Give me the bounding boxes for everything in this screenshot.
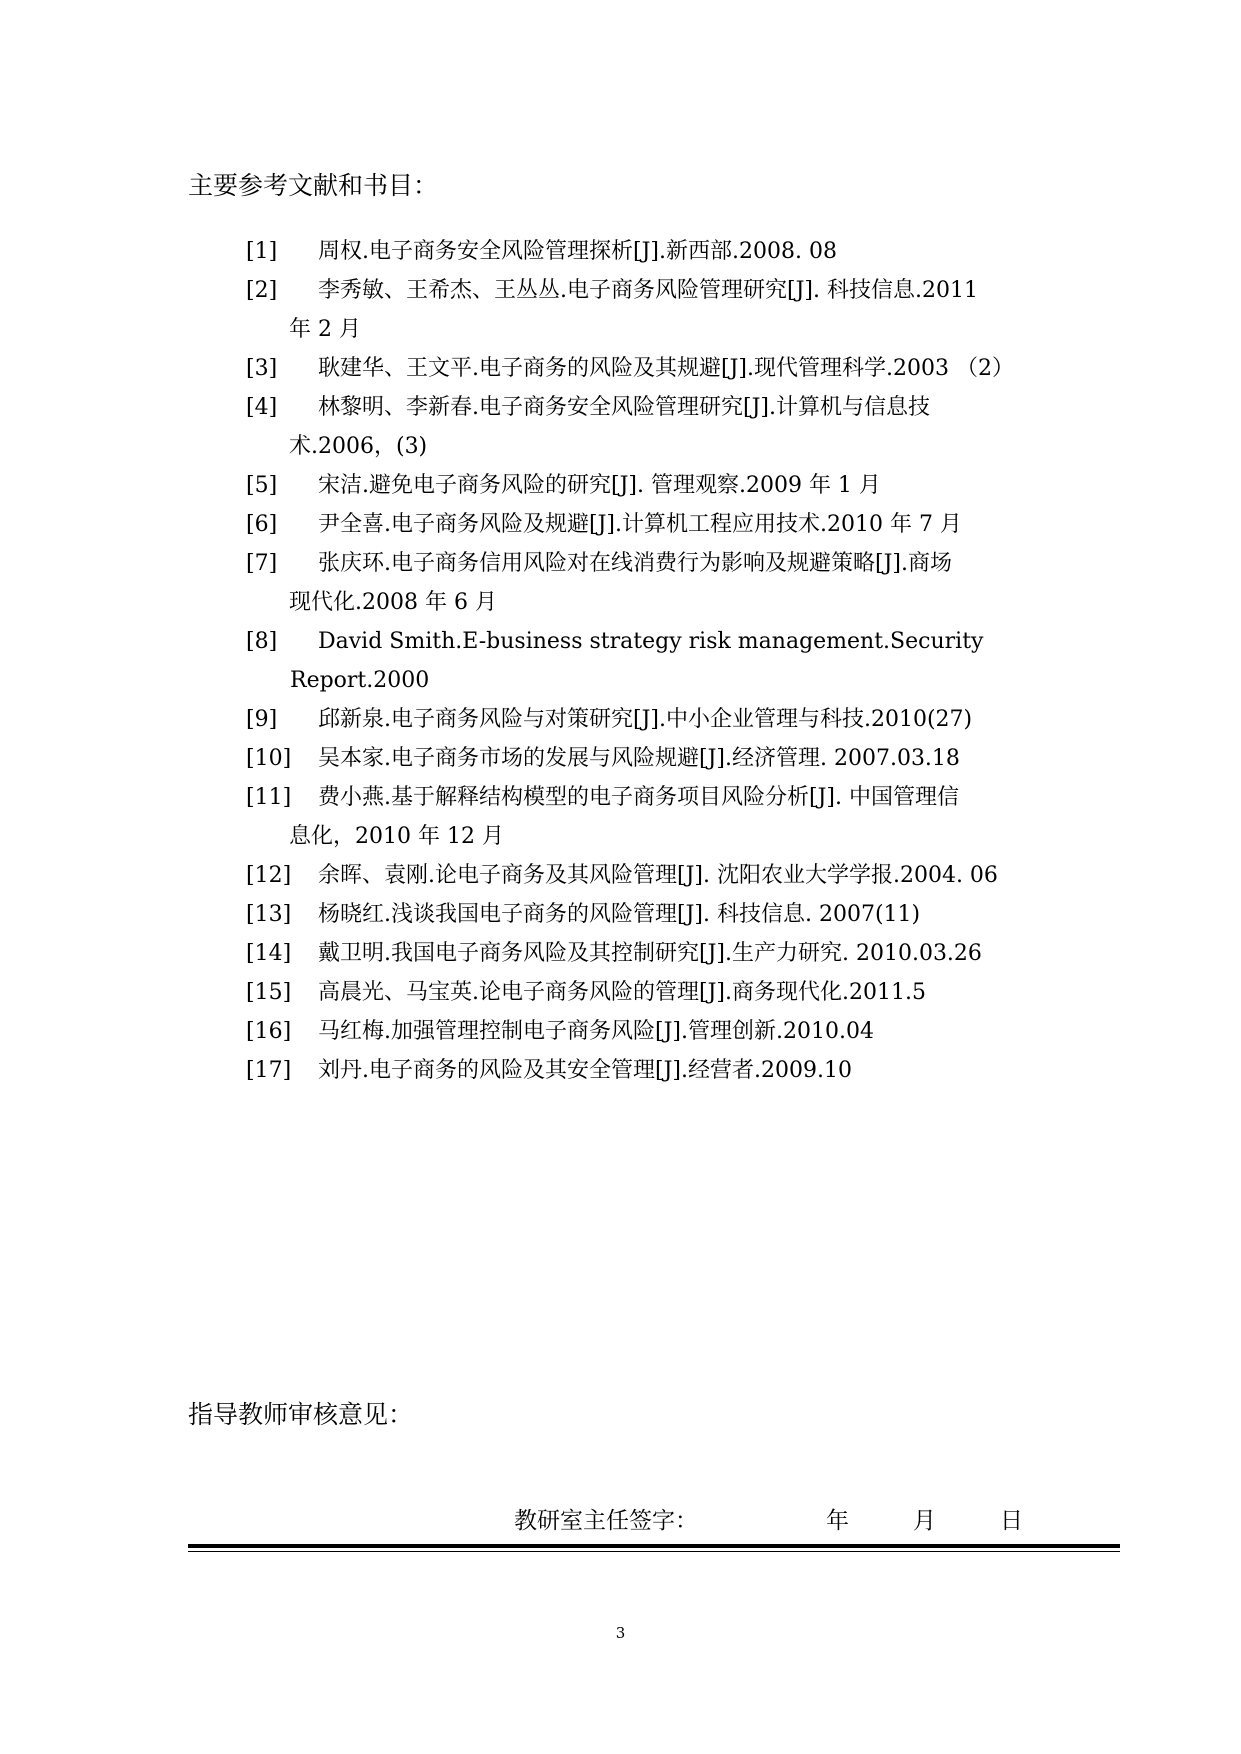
reference-line: 术.2006，(3)	[289, 434, 428, 459]
reference-line: David Smith.E-business strategy risk management.Security Report.2000	[290, 629, 984, 693]
reference-number: [13]	[246, 902, 292, 927]
signature-month-label: 月	[913, 1508, 936, 1534]
reference-text	[290, 934, 1060, 973]
reference-item	[0, 232, 1241, 271]
reference-item	[0, 778, 1241, 856]
reference-number: [16]	[246, 1019, 292, 1044]
reference-number: [5]	[246, 473, 278, 498]
reference-line: 戴卫明.我国电子商务风险及其控制研究[J].生产力研究. 2010.03.26	[318, 941, 982, 966]
reference-item	[0, 1051, 1241, 1090]
reference-item	[0, 622, 1241, 700]
reference-number: [17]	[246, 1058, 292, 1083]
reference-number: [10]	[246, 746, 292, 771]
divider-thin	[188, 1551, 1120, 1552]
reference-line: 宋洁.避免电子商务风险的研究[J]. 管理观察.2009 年 1 月	[318, 473, 881, 498]
divider-thick	[188, 1544, 1120, 1548]
reference-item	[0, 739, 1241, 778]
reference-line: 尹全喜.电子商务风险及规避[J].计算机工程应用技术.2010 年 7 月	[318, 512, 962, 537]
reference-number: [14]	[246, 941, 292, 966]
reference-number: [1]	[246, 239, 278, 264]
reference-line: 年 2 月	[289, 317, 361, 342]
reference-text	[290, 349, 1060, 388]
reference-item	[0, 466, 1241, 505]
reference-item	[0, 271, 1241, 349]
reference-number: [7]	[246, 551, 278, 576]
reference-line: 李秀敏、王希杰、王丛丛.电子商务风险管理研究[J]. 科技信息.2011	[318, 278, 978, 303]
reference-text	[290, 1012, 1060, 1051]
reference-line: 马红梅.加强管理控制电子商务风险[J].管理创新.2010.04	[318, 1019, 874, 1044]
reference-item	[0, 856, 1241, 895]
reference-item	[0, 700, 1241, 739]
references-heading: 主要参考文献和书目：	[188, 171, 439, 200]
reference-item	[0, 349, 1241, 388]
reference-line: 周权.电子商务安全风险管理探析[J].新西部.2008. 08	[318, 239, 837, 264]
reference-item	[0, 1012, 1241, 1051]
reference-text	[290, 778, 1060, 856]
reference-number: [4]	[246, 395, 278, 420]
signature-day-label: 日	[1000, 1508, 1023, 1534]
reference-line: 林黎明、李新春.电子商务安全风险管理研究[J].计算机与信息技	[318, 395, 930, 420]
reference-item	[0, 505, 1241, 544]
reference-line: 高晨光、马宝英.论电子商务风险的管理[J].商务现代化.2011.5	[318, 980, 926, 1005]
reference-list	[0, 232, 1241, 1090]
signature-row	[0, 1502, 1241, 1536]
reference-number: [9]	[246, 707, 278, 732]
reference-line: 杨晓红.浅谈我国电子商务的风险管理[J]. 科技信息. 2007(11)	[318, 902, 921, 927]
signature-year-label: 年	[826, 1508, 849, 1534]
reference-text	[290, 232, 1060, 271]
reference-number: [12]	[246, 863, 292, 888]
reference-item	[0, 934, 1241, 973]
reference-number: [8]	[246, 629, 278, 654]
advisor-review-heading: 指导教师审核意见：	[188, 1400, 414, 1429]
reference-item	[0, 388, 1241, 466]
reference-number: [11]	[246, 785, 292, 810]
reference-item	[0, 895, 1241, 934]
reference-item	[0, 544, 1241, 622]
reference-text	[290, 739, 1060, 778]
reference-line: 耿建华、王文平.电子商务的风险及其规避[J].现代管理科学.2003 （2）	[318, 356, 1014, 381]
reference-text	[290, 1051, 1060, 1090]
reference-line: 邱新泉.电子商务风险与对策研究[J].中小企业管理与科技.2010(27)	[318, 707, 973, 732]
reference-item	[0, 973, 1241, 1012]
reference-line: 费小燕.基于解释结构模型的电子商务项目风险分析[J]. 中国管理信	[318, 785, 959, 810]
reference-text	[290, 973, 1060, 1012]
reference-line: 张庆环.电子商务信用风险对在线消费行为影响及规避策略[J].商场	[318, 551, 952, 576]
reference-line: 刘丹.电子商务的风险及其安全管理[J].经营者.2009.10	[318, 1058, 852, 1083]
reference-number: [6]	[246, 512, 278, 537]
reference-text	[290, 271, 1060, 349]
reference-text	[290, 622, 1060, 700]
reference-text	[290, 505, 1060, 544]
reference-text	[290, 700, 1060, 739]
reference-text	[290, 895, 1060, 934]
reference-line: 吴本家.电子商务市场的发展与风险规避[J].经济管理. 2007.03.18	[318, 746, 960, 771]
reference-text	[290, 466, 1060, 505]
reference-line: 现代化.2008 年 6 月	[289, 590, 497, 615]
director-signature-label: 教研室主任签字：	[514, 1508, 698, 1534]
reference-line: 息化，2010 年 12 月	[289, 824, 504, 849]
reference-line: 余晖、袁刚.论电子商务及其风险管理[J]. 沈阳农业大学学报.2004. 06	[318, 863, 998, 888]
page-number: 3	[615, 1624, 626, 1642]
reference-text	[290, 388, 1060, 466]
reference-number: [3]	[246, 356, 278, 381]
reference-text	[290, 544, 1060, 622]
reference-number: [2]	[246, 278, 278, 303]
reference-text	[290, 856, 1060, 895]
reference-number: [15]	[246, 980, 292, 1005]
